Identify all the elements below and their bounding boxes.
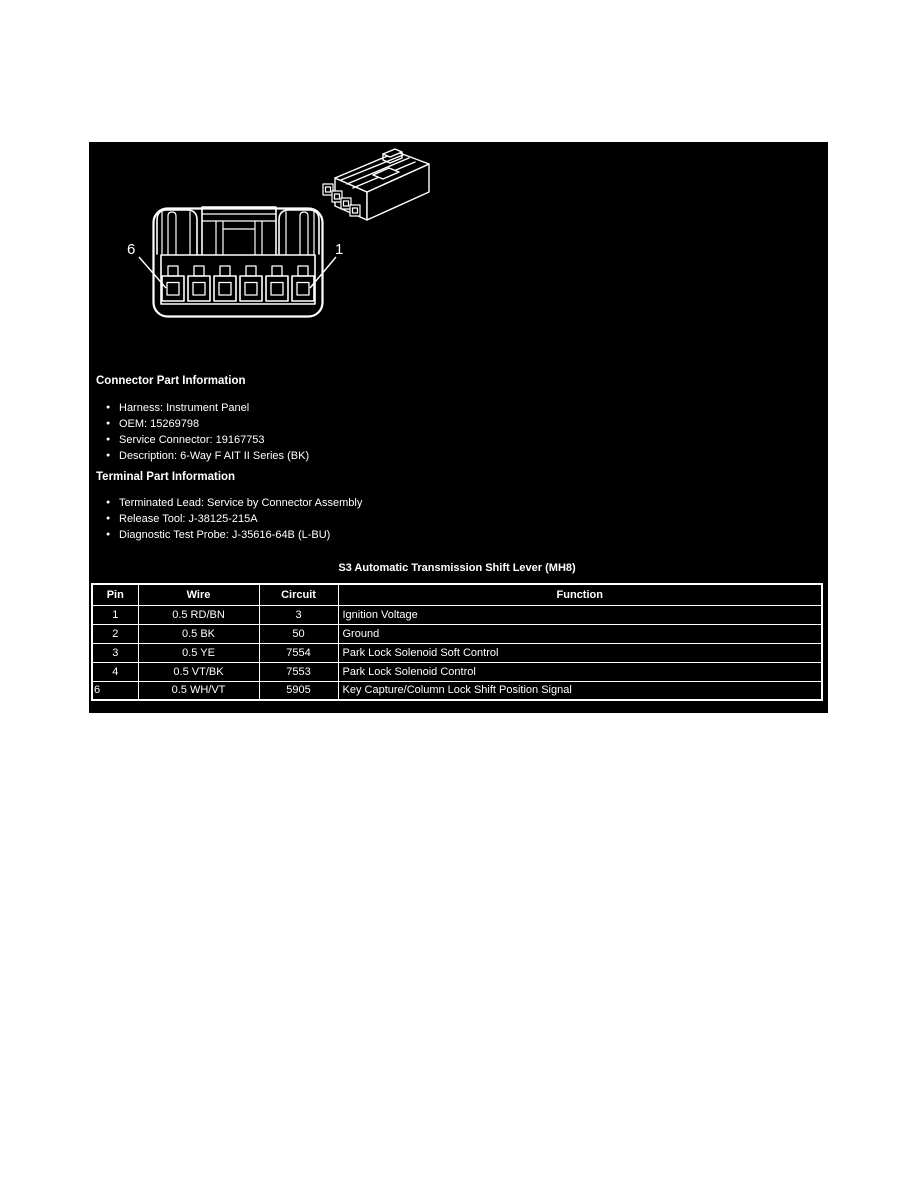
list-item-text: Description: 6-Way F AIT II Series (BK) [119, 450, 310, 462]
connector-part-info-list [89, 400, 819, 464]
bullet-icon: ● [106, 531, 111, 538]
circuit-cell: 7554 [259, 643, 338, 662]
list-item-text: Diagnostic Test Probe: J-35616-64B (L-BU) [119, 529, 331, 541]
circuit-cell: 7553 [259, 662, 338, 681]
column-header-pin: Pin [92, 584, 138, 605]
table-row [92, 643, 822, 662]
bullet-icon: ● [106, 436, 111, 443]
connector-part-info-heading: Connector Part Information [96, 375, 246, 387]
list-item [89, 432, 819, 448]
pin-cell: 1 [92, 605, 138, 624]
circuit-cell: 50 [259, 624, 338, 643]
list-item-text: Release Tool: J-38125-215A [119, 513, 258, 525]
list-item-text: Service Connector: 19167753 [119, 434, 265, 446]
wire-cell: 0.5 RD/BN [138, 605, 259, 624]
list-item [89, 495, 819, 511]
list-item [89, 511, 819, 527]
pin-1-label: 1 [335, 241, 344, 258]
bullet-icon: ● [106, 420, 111, 427]
list-item [89, 448, 819, 464]
pin-cell: 2 [92, 624, 138, 643]
list-item [89, 527, 819, 543]
list-item [89, 416, 819, 432]
table-row [92, 624, 822, 643]
wire-cell: 0.5 WH/VT [138, 681, 259, 700]
pinout-table [91, 583, 823, 701]
column-header-wire: Wire [138, 584, 259, 605]
terminal-part-info-heading: Terminal Part Information [96, 471, 236, 483]
pin-cell: 4 [92, 662, 138, 681]
table-row [92, 605, 822, 624]
circuit-cell: 5905 [259, 681, 338, 700]
column-header-function: Function [338, 584, 822, 605]
list-item [89, 400, 819, 416]
bullet-icon: ● [106, 515, 111, 522]
connector-isometric-view [323, 149, 429, 220]
bullet-icon: ● [106, 404, 111, 411]
pinout-table-title: S3 Automatic Transmission Shift Lever (MH8) [338, 562, 576, 574]
list-item-text: Terminated Lead: Service by Connector Assembly [119, 497, 363, 509]
circuit-cell: 3 [259, 605, 338, 624]
terminal-part-info-list [89, 495, 819, 543]
list-item-text: Harness: Instrument Panel [119, 402, 250, 414]
connector-diagram [89, 142, 460, 342]
bullet-icon: ● [106, 452, 111, 459]
table-row [92, 681, 822, 700]
function-cell: Park Lock Solenoid Soft Control [338, 643, 822, 662]
function-cell: Ignition Voltage [338, 605, 822, 624]
function-cell: Ground [338, 624, 822, 643]
pin-6-label: 6 [127, 241, 136, 258]
pin-callouts [127, 241, 343, 288]
wire-cell: 0.5 YE [138, 643, 259, 662]
wire-cell: 0.5 BK [138, 624, 259, 643]
function-cell: Key Capture/Column Lock Shift Position Signal [338, 681, 822, 700]
list-item-text: OEM: 15269798 [119, 418, 200, 430]
pin-cell: 6 [92, 681, 138, 700]
function-cell: Park Lock Solenoid Control [338, 662, 822, 681]
table-header-row [92, 584, 822, 605]
wire-cell: 0.5 VT/BK [138, 662, 259, 681]
column-header-circuit: Circuit [259, 584, 338, 605]
pin-cell: 3 [92, 643, 138, 662]
table-row [92, 662, 822, 681]
connector-info-panel [89, 142, 828, 713]
connector-front-view [154, 207, 323, 317]
bullet-icon: ● [106, 499, 111, 506]
